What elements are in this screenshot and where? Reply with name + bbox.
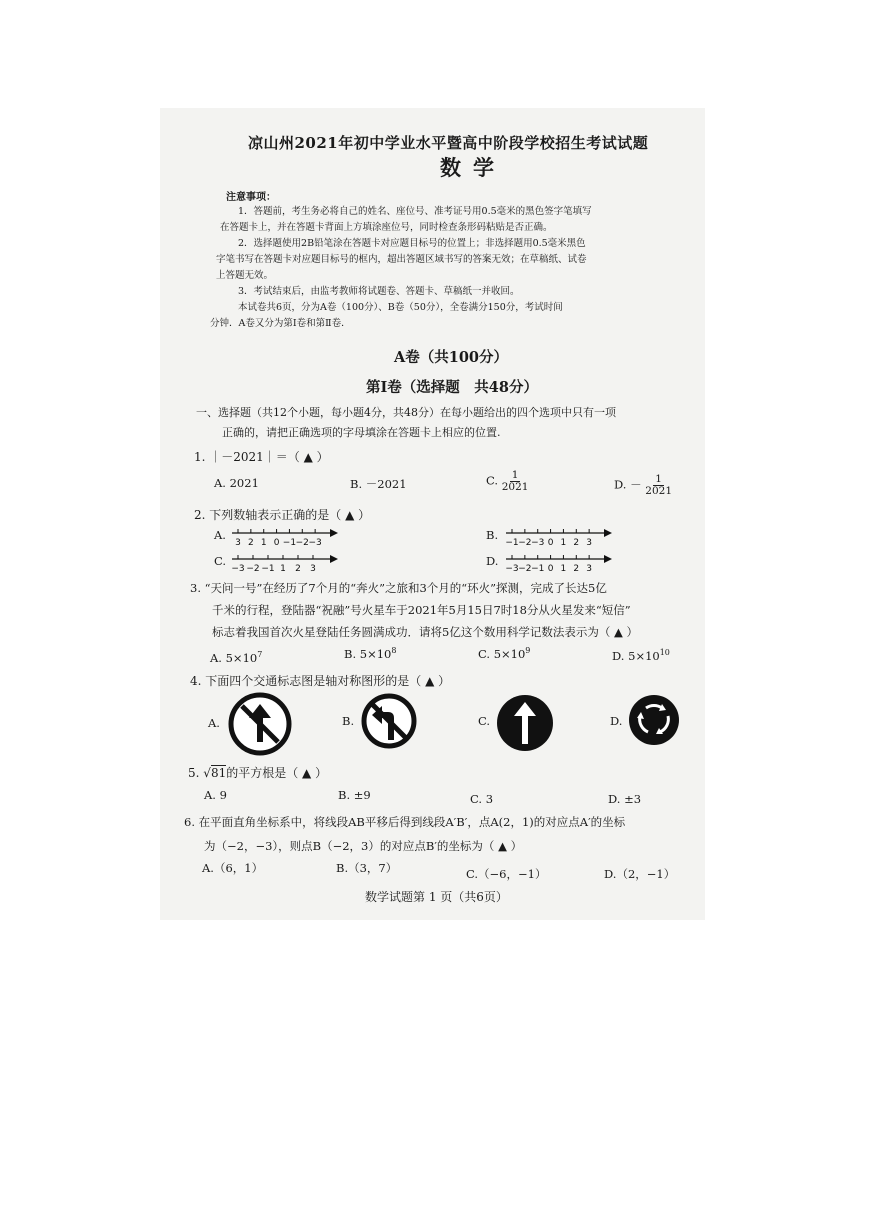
q6-option-b: B.（3，7） xyxy=(336,861,398,875)
q4-stem: 4. 下面四个交通标志图是轴对称图形的是（ ▲ ） xyxy=(190,674,451,688)
notice-heading: 注意事项： xyxy=(226,192,276,203)
q3-option-b: B. $5\times 10^8$ xyxy=(344,646,397,661)
q3-line-2: 千米的行程，登陆器“祝融”号火星车于2021年5月15日7时18分从火星发来“短信” xyxy=(212,603,631,617)
q1-option-c: C. $\frac{1}{2021}$ xyxy=(486,469,529,493)
q4-option-b-label: B. xyxy=(342,714,355,728)
q4-option-c-label: C. xyxy=(478,714,491,728)
number-line-tick-label: 0 xyxy=(547,564,554,574)
q6-line-2: 为（−2，−3），则点B（−2，3）的对应点B′的坐标为（ ▲ ） xyxy=(204,839,523,853)
q2-option-c-label: C. xyxy=(214,554,227,568)
q3-line-3: 标志着我国首次火星登陆任务圆满成功．请将5亿这个数用科学记数法表示为（ ▲ ） xyxy=(212,625,638,639)
number-line-tick-label: −2 xyxy=(518,538,532,548)
number-line-tick-label: 0 xyxy=(273,538,280,548)
q4-option-a-label: A. xyxy=(208,716,220,730)
number-line-tick-label: 2 xyxy=(247,538,254,548)
q5-option-d: D. ±3 xyxy=(608,792,642,806)
section-a-heading: A卷（共100分） xyxy=(394,349,509,366)
q1-option-d: D. － $\frac{1}{2021}$ xyxy=(614,473,673,497)
q2-option-d-label: D. xyxy=(486,554,499,568)
q5-option-c: C. 3 xyxy=(470,792,494,806)
number-line-arrow xyxy=(330,529,338,537)
q6-option-c: C.（−6，−1） xyxy=(466,867,547,881)
notice-line-5: 上答题无效。 xyxy=(216,270,274,281)
number-line-tick-label: 3 xyxy=(310,564,316,574)
q2-option-a-number-line xyxy=(230,526,340,548)
q2-option-c-number-line xyxy=(230,552,340,574)
number-line-tick-label: 3 xyxy=(586,538,593,548)
number-line-tick-label: 2 xyxy=(573,538,580,548)
q1-option-b: B. －2021 xyxy=(350,477,407,491)
number-line-tick-label: −3 xyxy=(505,564,519,574)
straight-ahead-sign-icon xyxy=(496,694,554,752)
number-line-tick-label: −1 xyxy=(282,538,297,548)
q6-option-d: D.（2，−1） xyxy=(604,867,676,881)
number-line-tick-label: −1 xyxy=(505,538,519,548)
q1-stem: 1. ｜－2021｜＝（ ▲ ） xyxy=(194,450,329,464)
notice-line-8: 分钟．A卷又分为第Ⅰ卷和第Ⅱ卷． xyxy=(210,318,351,329)
q6-line-1: 6. 在平面直角坐标系中，将线段AB平移后得到线段A′B′，点A(2，1)的对应点A′的坐标 xyxy=(184,815,626,829)
square-root-sign-icon: √ xyxy=(203,766,211,780)
exam-page xyxy=(160,108,705,920)
number-line-tick-label: −3 xyxy=(531,538,545,548)
q2-option-b-label: B. xyxy=(486,528,499,542)
q2-option-a-label: A. xyxy=(214,528,226,542)
number-line-arrow xyxy=(604,529,612,537)
number-line-tick-label: −1 xyxy=(531,564,545,574)
exam-title: 凉山州2021年初中学业水平暨高中阶段学校招生考试试题 xyxy=(248,134,649,152)
notice-line-1: 1．答题前，考生务必将自己的姓名、座位号、准考证号用0.5毫米的黑色签字笔填写 xyxy=(238,206,592,217)
roundabout-sign-icon xyxy=(628,694,680,746)
notice-line-2: 在答题卡上，并在答题卡背面上方填涂座位号，同时检查条形码粘贴是否正确。 xyxy=(220,222,553,233)
number-line-tick-label: 2 xyxy=(295,564,301,574)
q3-option-a: A. $5\times 10^7$ xyxy=(210,650,263,665)
instruction-line-1: 一、选择题（共12个小题，每小题4分，共48分）在每小题给出的四个选项中只有一项 xyxy=(196,406,616,419)
number-line-tick-label: −3 xyxy=(308,538,322,548)
number-line-arrow xyxy=(604,555,612,563)
q3-line-1: 3. “天问一号”在经历了7个月的“奔火”之旅和3个月的“环火”探测，完成了长达5亿 xyxy=(190,581,607,595)
q6-option-a: A.（6，1） xyxy=(202,861,264,875)
q4-option-d-label: D. xyxy=(610,714,623,728)
q1-option-a: A. 2021 xyxy=(214,476,259,490)
number-line-tick-label: −2 xyxy=(518,564,532,574)
number-line-tick-label: 2 xyxy=(573,564,580,574)
part-1-heading: 第Ⅰ卷（选择题 共48分） xyxy=(366,379,538,396)
number-line-tick-label: −2 xyxy=(246,564,260,574)
q2-option-b-number-line xyxy=(504,526,614,548)
notice-line-3: 2．选择题使用2B铅笔涂在答题卡对应题目标号的位置上；非选择题用0.5毫米黑色 xyxy=(238,238,586,249)
number-line-arrow xyxy=(330,555,338,563)
q5-option-b: B. ±9 xyxy=(338,788,371,802)
no-left-turn-sign-icon xyxy=(360,692,418,750)
q2-stem: 2. 下列数轴表示正确的是（ ▲ ） xyxy=(194,508,371,522)
notice-line-7: 本试卷共6页，分为A卷（100分）、B卷（50分），全卷满分150分，考试时间 xyxy=(238,302,563,313)
q2-option-d-number-line xyxy=(504,552,614,574)
number-line-tick-label: 1 xyxy=(560,538,567,548)
q3-option-d: D. $5\times 10^{10}$ xyxy=(612,648,670,663)
number-line-tick-label: 1 xyxy=(280,564,286,574)
notice-line-6: 3．考试结束后，由监考教师将试题卷、答题卡、草稿纸一并收回。 xyxy=(238,286,520,297)
page-footer: 数学试题第 1 页（共6页） xyxy=(365,890,508,904)
q5-stem: 5. √81的平方根是（ ▲ ） xyxy=(188,766,328,780)
number-line-tick-label: 0 xyxy=(547,538,554,548)
number-line-tick-label: −1 xyxy=(261,564,275,574)
subject-title: 数学 xyxy=(440,155,506,180)
number-line-tick-label: 1 xyxy=(260,538,267,548)
number-line-tick-label: −3 xyxy=(231,564,245,574)
number-line-tick-label: 1 xyxy=(560,564,567,574)
instruction-line-2: 正确的，请把正确选项的字母填涂在答题卡上相应的位置. xyxy=(222,426,501,439)
q5-option-a: A. 9 xyxy=(204,788,227,802)
number-line-tick-label: 3 xyxy=(586,564,593,574)
number-line-tick-label: 3 xyxy=(235,538,241,548)
notice-line-4: 字笔书写在答题卡对应题目标号的框内，超出答题区域书写的答案无效；在草稿纸、试卷 xyxy=(216,254,587,265)
no-straight-ahead-sign-icon xyxy=(228,692,292,756)
number-line-tick-label: −2 xyxy=(295,538,309,548)
q3-option-c: C. $5\times 10^9$ xyxy=(478,646,531,661)
